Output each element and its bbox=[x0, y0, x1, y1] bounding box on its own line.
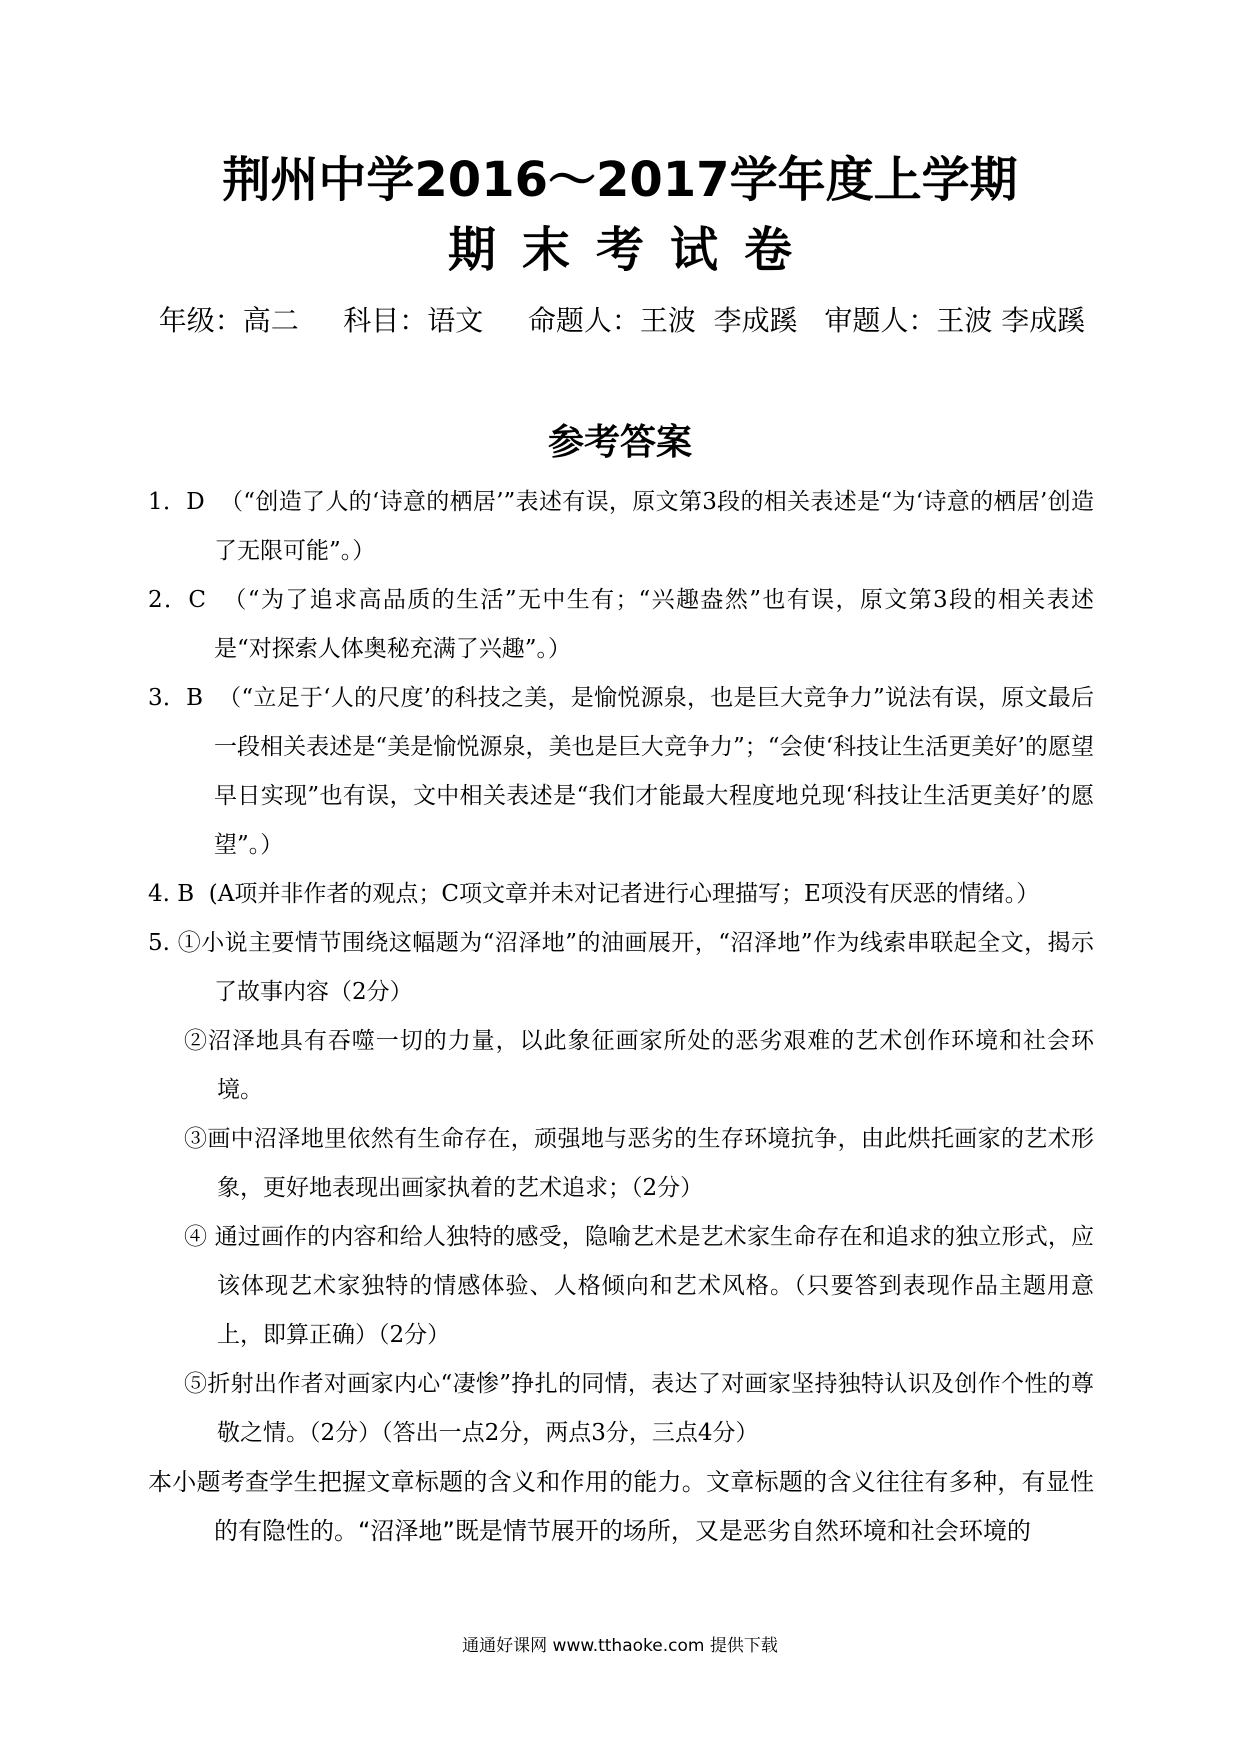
author-label: 命题人：王波 李成蹊 bbox=[527, 304, 798, 337]
explanation-paragraph: 本小题考查学生把握文章标题的含义和作用的能力。文章标题的含义往往有多种，有显性的有隐性的。“沼泽地”既是情节展开的场所，又是恶劣自然环境和社会环境的 bbox=[148, 1468, 1094, 1545]
exam-title-line2: 期末考试卷 bbox=[447, 222, 818, 278]
section-title: 参考答案 bbox=[547, 422, 692, 463]
answer-text: （“为了追求高品质的生活”无中生有；“兴趣盎然”也有误，原文第3段的相关表述是“对探索人体奥秘充满了兴趣”。） bbox=[214, 587, 1095, 662]
answer-5-subpoints bbox=[148, 1017, 1094, 1458]
answer-label: 4. B bbox=[148, 881, 195, 907]
page-footer: 通通好课网 www.tthaoke.com 提供下载 bbox=[462, 1636, 778, 1656]
answer-text: （“创造了人的‘诗意的栖居’”表述有误，原文第3段的相关表述是“为‘诗意的栖居’创造了无限可能”。） bbox=[214, 489, 1094, 564]
answer-body bbox=[148, 478, 1094, 1556]
answer-label: 2．C bbox=[148, 587, 207, 613]
answer-point-4: ④ 通过画作的内容和给人独特的感受，隐喻艺术是艺术家生命存在和追求的独立形式，应该体现艺术家独特的情感体验、人格倾向和艺术风格。（只要答到表现作品主题用意上，即算正确）（2分） bbox=[184, 1224, 1094, 1348]
reviewer-label: 审题人：王波 李成蹊 bbox=[824, 304, 1086, 337]
answer-label: 1．D bbox=[148, 489, 205, 515]
answer-point-5: ⑤折射出作者对画家内心“凄惨”挣扎的同情，表达了对画家坚持独特认识及创作个性的尊敬之情。（2分）（答出一点2分，两点3分，三点4分） bbox=[184, 1371, 1094, 1446]
answer-item-3 bbox=[148, 674, 1094, 870]
answer-text: (A项并非作者的观点；C项文章并未对记者进行心理描写；E项没有厌恶的情绪。） bbox=[208, 881, 1040, 907]
subject-label: 科目：语文 bbox=[343, 304, 484, 337]
answer-item-2 bbox=[148, 576, 1094, 674]
answer-item-5 bbox=[148, 919, 1094, 1017]
answer-item-1 bbox=[148, 478, 1094, 576]
exam-title-line1: 荆州中学2016～2017学年度上学期 bbox=[222, 152, 1018, 208]
grade-label: 年级：高二 bbox=[158, 304, 299, 337]
answer-label: 5. bbox=[148, 930, 170, 956]
answer-item-4 bbox=[148, 870, 1094, 919]
answer-point-1: ①小说主要情节围绕这幅题为“沼泽地”的油画展开，“沼泽地”作为线索串联起全文，揭示了故事内容（2分） bbox=[177, 930, 1094, 1005]
exam-meta-line bbox=[152, 286, 1092, 356]
answer-point-2: ②沼泽地具有吞噬一切的力量，以此象征画家所处的恶劣艰难的艺术创作环境和社会环境。 bbox=[184, 1028, 1094, 1103]
answer-label: 3．B bbox=[148, 685, 204, 711]
answer-text: （“立足于‘人的尺度’的科技之美，是愉悦源泉，也是巨大竞争力”说法有误，原文最后一段相关表述是“美是愉悦源泉，美也是巨大竞争力”；“会使‘科技让生活更美好’的愿望早日实现”也有误，文中相关表述是“我们才能最大程度地兑现‘科技让生活更美好’的愿望”。） bbox=[214, 685, 1095, 858]
answer-point-3: ③画中沼泽地里依然有生命存在，顽强地与恶劣的生存环境抗争，由此烘托画家的艺术形象，更好地表现出画家执着的艺术追求；（2分） bbox=[184, 1126, 1094, 1201]
